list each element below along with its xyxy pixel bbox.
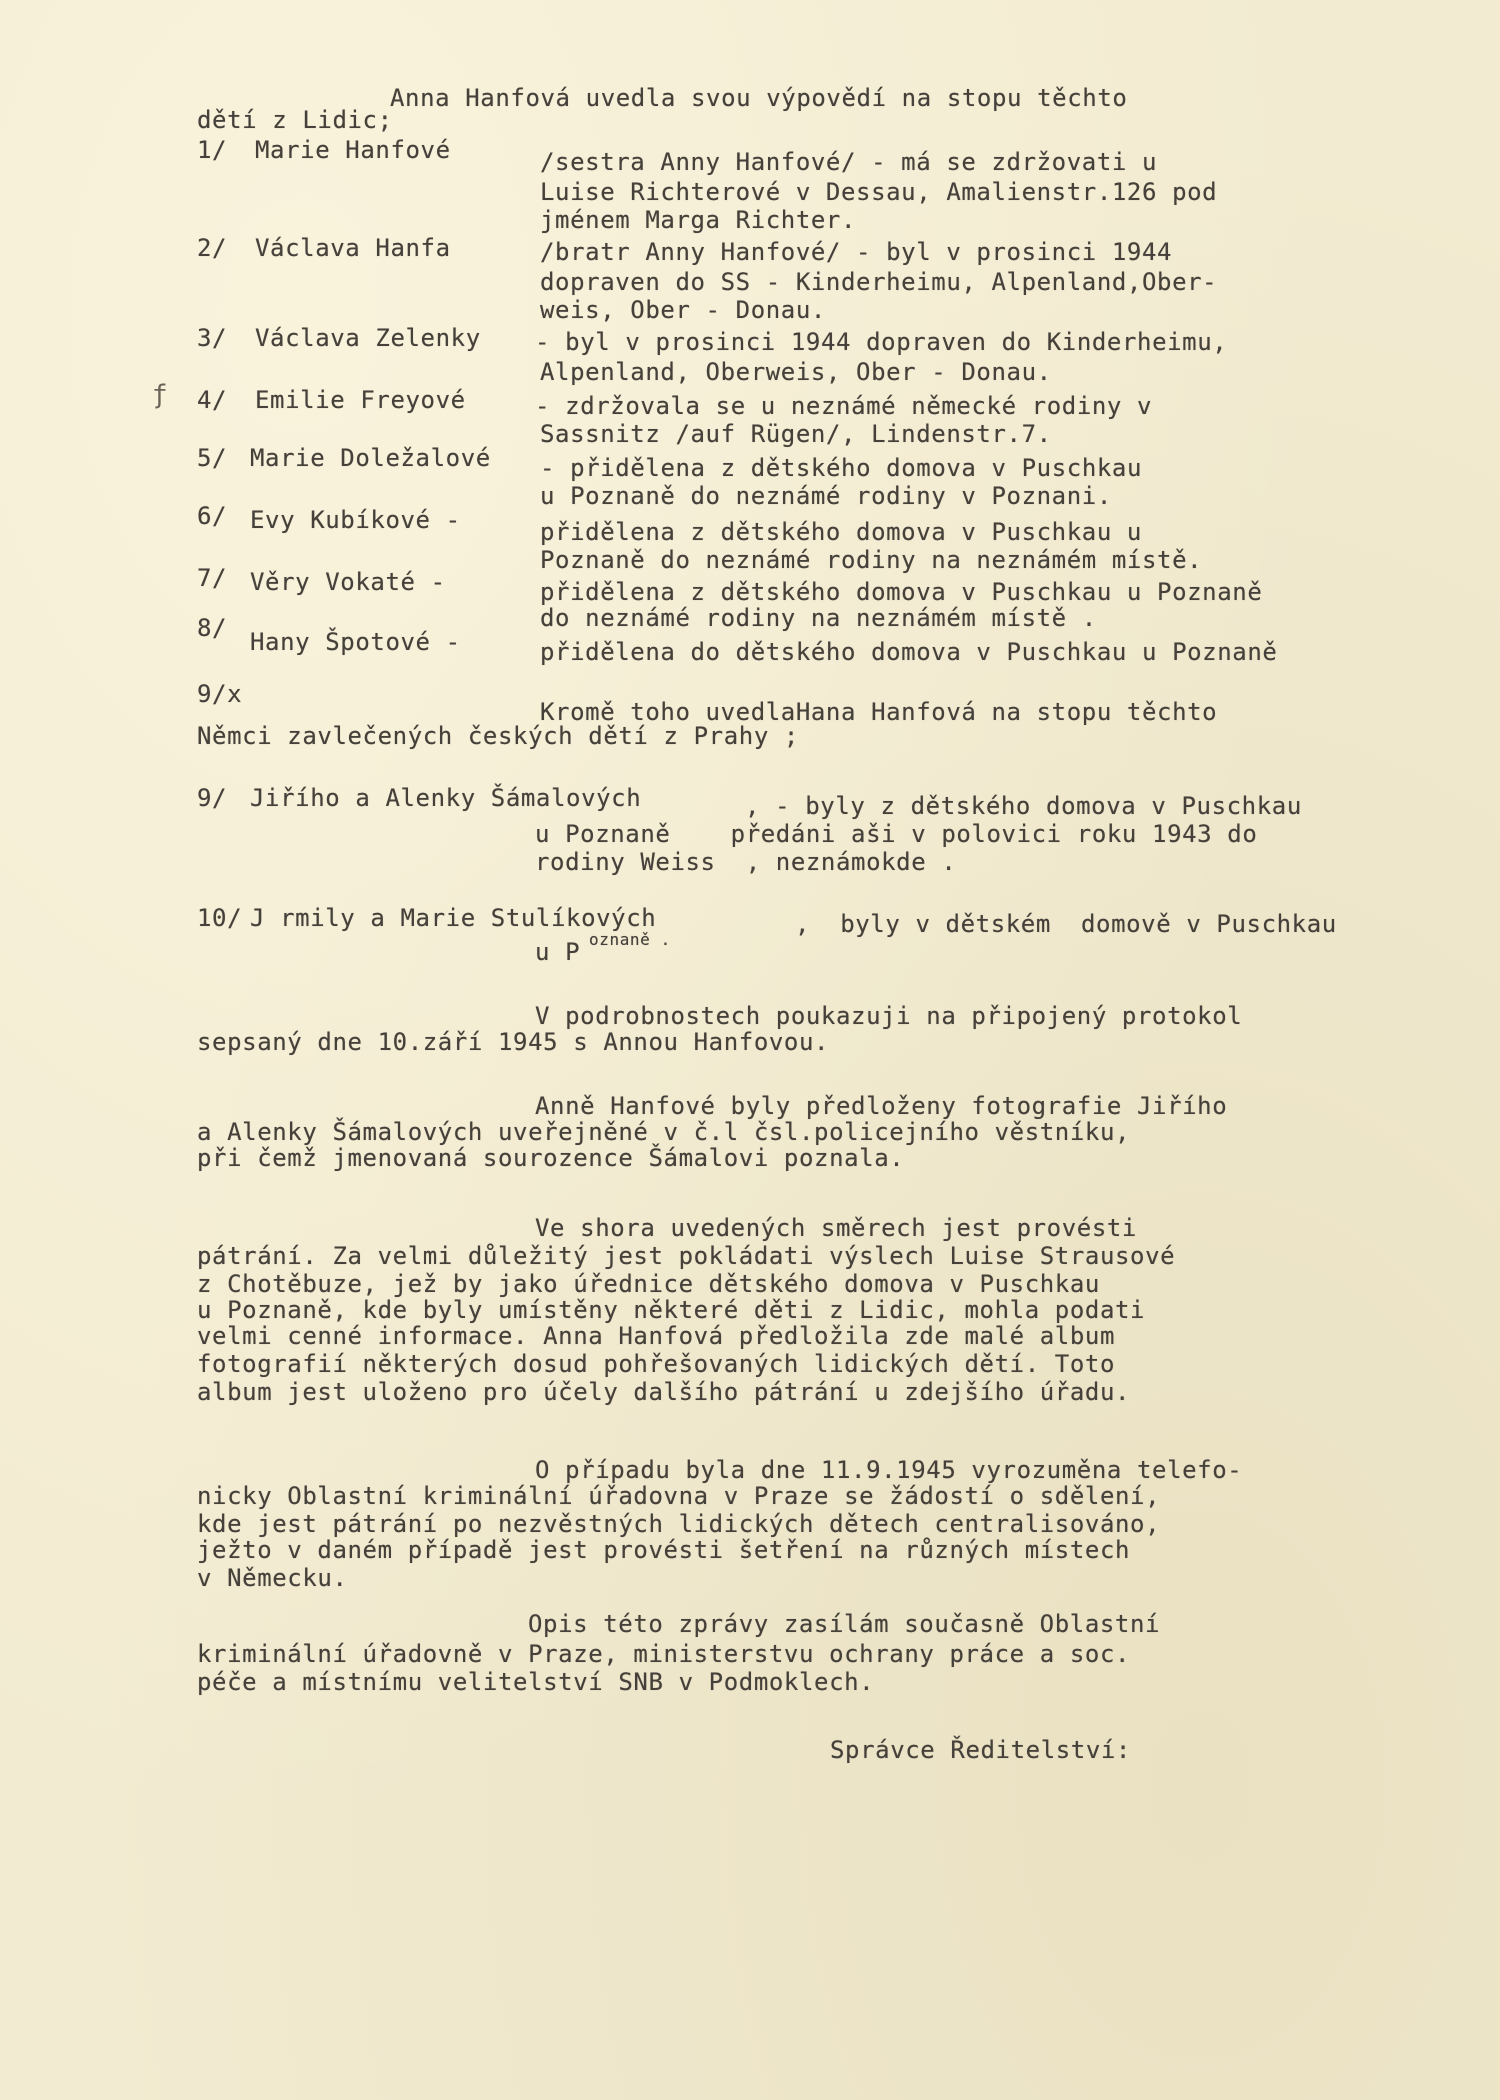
item-6-number: 6/ bbox=[197, 502, 228, 530]
item-4-text-2: Sassnitz /auf Rügen/, Lindenstr.7. bbox=[540, 420, 1052, 448]
para-4-line-1: O případu byla dne 11.9.1945 vyrozuměna telefo- bbox=[535, 1456, 1243, 1484]
prague-intro-line-2: Němci zavlečených českých dětí z Prahy ; bbox=[197, 722, 799, 750]
item-10-text-2a: u P bbox=[535, 938, 581, 966]
item-2-number: 2/ bbox=[197, 234, 228, 262]
para-5-line-1: Opis této zprávy zasílám současně Oblastní bbox=[528, 1610, 1161, 1638]
para-3-line-3: z Chotěbuze, jež by jako úřednice dětského domova v Puschkau bbox=[197, 1270, 1100, 1298]
margin-tick-mark: ƒ bbox=[152, 380, 168, 410]
item-8-number: 8/ bbox=[197, 614, 228, 642]
item-3-text-1: - byl v prosinci 1944 dopraven do Kinderheimu, bbox=[520, 328, 1228, 356]
prague-intro-line-1: Kromě toho uvedlaHana Hanfová na stopu těchto bbox=[540, 698, 1218, 726]
item-5-text-1: - přidělena z dětského domova v Puschkau bbox=[525, 454, 1143, 482]
item-1-name: Marie Hanfové bbox=[255, 136, 451, 164]
item-6-name: Evy Kubíkové - bbox=[250, 506, 461, 534]
para-4-line-2: nicky Oblastní kriminální úřadovna v Praze se žádostí o sdělení, bbox=[197, 1482, 1161, 1510]
para-3-line-6: fotografií některých dosud pohřešovaných lidických dětí. Toto bbox=[197, 1350, 1116, 1378]
item-10-text-1: , byly v dětském domově v Puschkau bbox=[780, 910, 1337, 938]
para-2-line-2: a Alenky Šámalových uveřejněné v č.l čsl.policejního věstníku, bbox=[197, 1118, 1131, 1146]
item-2-text-3: weis, Ober - Donau. bbox=[540, 296, 826, 324]
para-3-line-2: pátrání. Za velmi důležitý jest pokládati výslech Luise Strausové bbox=[197, 1242, 1176, 1270]
crossed-out-number: 9/x bbox=[197, 680, 243, 708]
item-7-name: Věry Vokaté - bbox=[250, 568, 446, 596]
para-1-line-1: V podrobnostech poukazuji na připojený protokol bbox=[535, 1002, 1243, 1030]
para-5-line-2: kriminální úřadovně v Praze, ministerstvu ochrany práce a soc. bbox=[197, 1640, 1131, 1668]
item-10-name: J rmily a Marie Stulíkových bbox=[250, 904, 657, 932]
para-2-line-1: Anně Hanfové byly předloženy fotografie Jiřího bbox=[535, 1092, 1228, 1120]
item-1-text-3: jménem Marga Richter. bbox=[540, 206, 857, 234]
para-4-line-3: kde jest pátrání po nezvěstných lidických dětech centralisováno, bbox=[197, 1510, 1161, 1538]
item-8-text-1: přidělena do dětského domova v Puschkau u Poznaně bbox=[540, 638, 1278, 666]
item-6-text-1: přidělena z dětského domova v Puschkau u bbox=[540, 518, 1142, 546]
item-7-text-1: přidělena z dětského domova v Puschkau u Poznaně bbox=[540, 578, 1263, 606]
item-3-text-2: Alpenland, Oberweis, Ober - Donau. bbox=[540, 358, 1052, 386]
signature-line: Správce Ředitelství: bbox=[830, 1736, 1131, 1764]
para-3-line-4: u Poznaně, kde byly umístěny některé děti z Lidic, mohla podati bbox=[197, 1296, 1146, 1324]
item-3-name: Václava Zelenky bbox=[255, 324, 481, 352]
item-3-number: 3/ bbox=[197, 324, 228, 352]
item-7-number: 7/ bbox=[197, 564, 228, 592]
item-9-text-2: u Poznaně předáni aši v polovici roku 1943 do bbox=[535, 820, 1258, 848]
item-1-text-2: Luise Richterové v Dessau, Amalienstr.126 pod bbox=[540, 178, 1218, 206]
item-2-text-1: /bratr Anny Hanfové/ - byl v prosinci 1944 bbox=[540, 238, 1173, 266]
item-9-text-1: , - byly z dětského domova v Puschkau bbox=[730, 792, 1302, 820]
item-5-name: Marie Doležalové bbox=[250, 444, 491, 472]
para-3-line-5: velmi cenné informace. Anna Hanfová předložila zde malé album bbox=[197, 1322, 1116, 1350]
item-4-text-1: - zdržovala se u neznámé německé rodiny v bbox=[520, 392, 1153, 420]
para-1-line-2: sepsaný dne 10.září 1945 s Annou Hanfovou. bbox=[197, 1028, 830, 1056]
item-2-name: Václava Hanfa bbox=[255, 234, 451, 262]
item-9-number: 9/ bbox=[197, 784, 228, 812]
item-1-number: 1/ bbox=[197, 136, 228, 164]
para-4-line-5: v Německu. bbox=[197, 1564, 348, 1592]
intro-line-1: Anna Hanfová uvedla svou výpovědí na stopu těchto bbox=[390, 84, 1128, 112]
para-2-line-3: při čemž jmenovaná sourozence Šámalovi poznala. bbox=[197, 1144, 905, 1172]
item-8-name: Hany Špotové - bbox=[250, 628, 461, 656]
item-7-text-2: do neznámé rodiny na neznámém místě . bbox=[540, 604, 1097, 632]
item-9-name: Jiřího a Alenky Šámalových bbox=[250, 784, 642, 812]
item-10-superscript: oznaně . bbox=[589, 930, 671, 949]
item-5-text-2: u Poznaně do neznámé rodiny v Poznani. bbox=[540, 482, 1112, 510]
item-4-name: Emilie Freyové bbox=[255, 386, 466, 414]
para-4-line-4: ježto v daném případě jest provésti šetření na různých místech bbox=[197, 1536, 1131, 1564]
item-5-number: 5/ bbox=[197, 444, 228, 472]
item-10-number: 10/ bbox=[197, 904, 243, 932]
item-6-text-2: Poznaně do neznámé rodiny na neznámém místě. bbox=[540, 546, 1203, 574]
para-3-line-7: album jest uloženo pro účely dalšího pátrání u zdejšího úřadu. bbox=[197, 1378, 1131, 1406]
para-5-line-3: péče a místnímu velitelství SNB v Podmoklech. bbox=[197, 1668, 875, 1696]
para-3-line-1: Ve shora uvedených směrech jest provésti bbox=[535, 1214, 1137, 1242]
item-1-text-1: /sestra Anny Hanfové/ - má se zdržovati u bbox=[540, 148, 1158, 176]
intro-line-2: dětí z Lidic; bbox=[197, 106, 393, 134]
item-9-text-3: rodiny Weiss , neznámokde . bbox=[535, 848, 957, 876]
item-4-number: 4/ bbox=[197, 386, 228, 414]
item-2-text-2: dopraven do SS - Kinderheimu, Alpenland,Ober- bbox=[540, 268, 1218, 296]
